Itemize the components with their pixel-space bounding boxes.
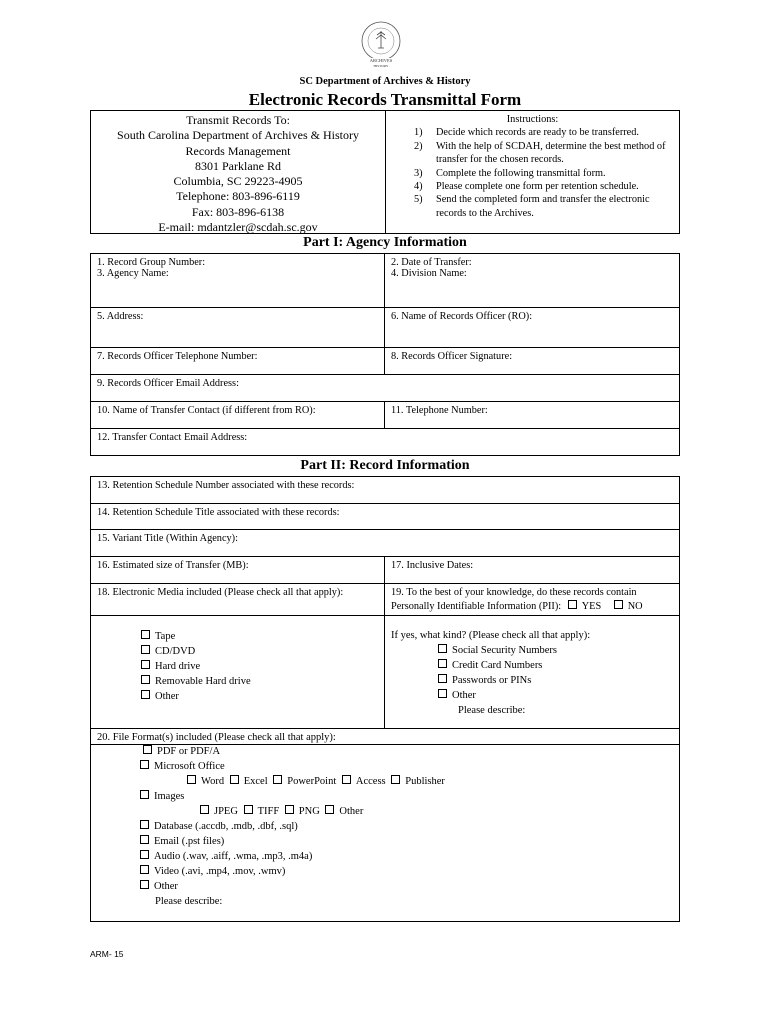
pii-option-other[interactable]: Other	[438, 688, 557, 703]
publisher-checkbox[interactable]	[391, 775, 400, 784]
svg-text:ARCHIVES: ARCHIVES	[369, 58, 393, 63]
ro-telephone-field[interactable]: 7. Records Officer Telephone Number:	[90, 347, 385, 375]
instructions-box	[385, 110, 680, 234]
image-other-checkbox[interactable]	[325, 805, 334, 814]
checkbox[interactable]	[140, 790, 149, 799]
excel-checkbox[interactable]	[230, 775, 239, 784]
access-checkbox[interactable]	[342, 775, 351, 784]
word-checkbox[interactable]	[187, 775, 196, 784]
checkbox[interactable]	[141, 660, 150, 669]
media-option-cd-dvd[interactable]: CD/DVD	[141, 644, 251, 659]
transfer-contact-name-field[interactable]: 10. Name of Transfer Contact (if different from RO):	[90, 401, 385, 429]
checkbox[interactable]	[141, 630, 150, 639]
jpeg-checkbox[interactable]	[200, 805, 209, 814]
file-formats-section	[90, 728, 680, 922]
format-email[interactable]: Email (.pst files)	[140, 834, 445, 849]
checkbox[interactable]	[140, 850, 149, 859]
address-line: Columbia, SC 29223-4905	[173, 174, 303, 189]
electronic-media-label-cell: 18. Electronic Media included (Please check all that apply):	[90, 583, 385, 616]
checkbox[interactable]	[140, 820, 149, 829]
format-microsoft-office[interactable]: Microsoft Office	[140, 759, 445, 774]
transfer-contact-email-field[interactable]: 12. Transfer Contact Email Address:	[90, 428, 680, 456]
checkbox[interactable]	[140, 835, 149, 844]
format-pdf[interactable]: PDF or PDF/A	[143, 744, 445, 759]
svg-text:HISTORY: HISTORY	[373, 64, 389, 68]
instruction-item: 5) Send the completed form and transfer the electronic records to the Archives.	[414, 194, 650, 219]
address-line: Transmit Records To:	[186, 113, 290, 127]
png-checkbox[interactable]	[285, 805, 294, 814]
address-line: South Carolina Department of Archives & History	[117, 128, 359, 143]
media-option-other[interactable]: Other	[141, 689, 251, 704]
image-options: JPEG TIFF PNG Other	[143, 804, 445, 819]
address-line: 8301 Parklane Rd	[195, 158, 281, 173]
division-name-field[interactable]	[384, 253, 680, 308]
format-audio[interactable]: Audio (.wav, .aiff, .wma, .mp3, .m4a)	[140, 849, 445, 864]
part2-title: Part II: Record Information	[300, 458, 470, 473]
instructions-heading: Instructions:	[506, 114, 559, 125]
transmit-address-box	[90, 110, 386, 234]
pii-question-cell: 19. To the best of your knowledge, do these records contain Personally Identifiable Information (PII): YES NO	[384, 583, 680, 616]
retention-schedule-title-field[interactable]: 14. Retention Schedule Title associated with these records:	[90, 503, 680, 530]
format-other[interactable]: Other	[140, 879, 445, 894]
retention-schedule-number-field[interactable]: 13. Retention Schedule Number associated with these records:	[90, 476, 680, 504]
instruction-item: 3) Complete the following transmittal form.	[414, 167, 606, 179]
records-officer-name-field[interactable]: 6. Name of Records Officer (RO):	[384, 307, 680, 348]
checkbox[interactable]	[141, 645, 150, 654]
checkbox[interactable]	[140, 880, 149, 889]
instruction-item: 1) Decide which records are ready to be transferred.	[414, 127, 639, 139]
checkbox[interactable]	[141, 675, 150, 684]
checkbox[interactable]	[438, 644, 447, 653]
address-line: Fax: 803-896-6138	[191, 204, 285, 219]
powerpoint-checkbox[interactable]	[273, 775, 282, 784]
estimated-size-field[interactable]: 16. Estimated size of Transfer (MB):	[90, 556, 385, 584]
checkbox[interactable]	[438, 689, 447, 698]
checkbox[interactable]	[140, 760, 149, 769]
pii-option-ssn[interactable]: Social Security Numbers	[438, 643, 557, 658]
division-name-label: 4. Division Name:	[391, 268, 467, 279]
instruction-item: 2) With the help of SCDAH, determine the best method of transfer for the chosen records.	[414, 140, 666, 166]
inclusive-dates-field[interactable]: 17. Inclusive Dates:	[384, 556, 680, 584]
form-title: Electronic Records Transmittal Form	[248, 90, 522, 109]
email-address[interactable]: E-mail: mdantzler@scdah.sc.gov	[158, 220, 318, 235]
pii-describe-label: Please describe:	[458, 705, 526, 716]
format-video[interactable]: Video (.avi, .mp4, .mov, .wmv)	[140, 864, 445, 879]
checkbox[interactable]	[140, 865, 149, 874]
pii-no-checkbox[interactable]	[614, 600, 623, 609]
instruction-item: 4) Please complete one form per retention schedule.	[414, 181, 639, 193]
part1-title: Part I: Agency Information	[303, 235, 467, 250]
pii-option-credit-card[interactable]: Credit Card Numbers	[438, 658, 557, 673]
address-field[interactable]: 5. Address:	[90, 307, 385, 348]
form-code: ARM- 15	[90, 949, 124, 959]
format-describe-label: Please describe:	[155, 896, 223, 907]
ro-email-field[interactable]: 9. Records Officer Email Address:	[90, 374, 680, 402]
media-option-removable-hard-drive[interactable]: Removable Hard drive	[141, 674, 251, 689]
telephone-number-field[interactable]: 11. Telephone Number:	[384, 401, 680, 429]
tiff-checkbox[interactable]	[244, 805, 253, 814]
file-formats-label: 20. File Format(s) included (Please check all that apply):	[97, 732, 336, 743]
date-of-transfer-label: 2. Date of Transfer:	[391, 257, 472, 268]
checkbox[interactable]	[438, 674, 447, 683]
checkbox[interactable]	[141, 690, 150, 699]
department-name: SC Department of Archives & History	[299, 76, 471, 87]
record-group-number-label: 1. Record Group Number:	[97, 257, 206, 268]
office-options: Word Excel PowerPoint Access Publisher	[143, 774, 445, 789]
pii-option-passwords[interactable]: Passwords or PINs	[438, 673, 557, 688]
variant-title-field[interactable]: 15. Variant Title (Within Agency):	[90, 529, 680, 557]
checkbox[interactable]	[438, 659, 447, 668]
media-checklist	[90, 615, 385, 729]
ro-signature-field[interactable]: 8. Records Officer Signature:	[384, 347, 680, 375]
media-option-tape[interactable]: Tape	[141, 629, 251, 644]
format-images[interactable]: Images	[140, 789, 445, 804]
agency-name-field[interactable]	[90, 253, 385, 308]
address-line: Telephone: 803-896-6119	[176, 189, 300, 204]
pii-checklist	[384, 615, 680, 729]
address-line: Records Management	[185, 143, 291, 158]
pii-yes-checkbox[interactable]	[568, 600, 577, 609]
format-database[interactable]: Database (.accdb, .mdb, .dbf, .sql)	[140, 819, 445, 834]
scdah-seal-logo	[356, 20, 406, 68]
media-option-hard-drive[interactable]: Hard drive	[141, 659, 251, 674]
instructions-list	[386, 126, 679, 220]
agency-name-label: 3. Agency Name:	[97, 268, 169, 279]
checkbox[interactable]	[143, 745, 152, 754]
pii-kind-heading: If yes, what kind? (Please check all that apply):	[391, 630, 591, 641]
